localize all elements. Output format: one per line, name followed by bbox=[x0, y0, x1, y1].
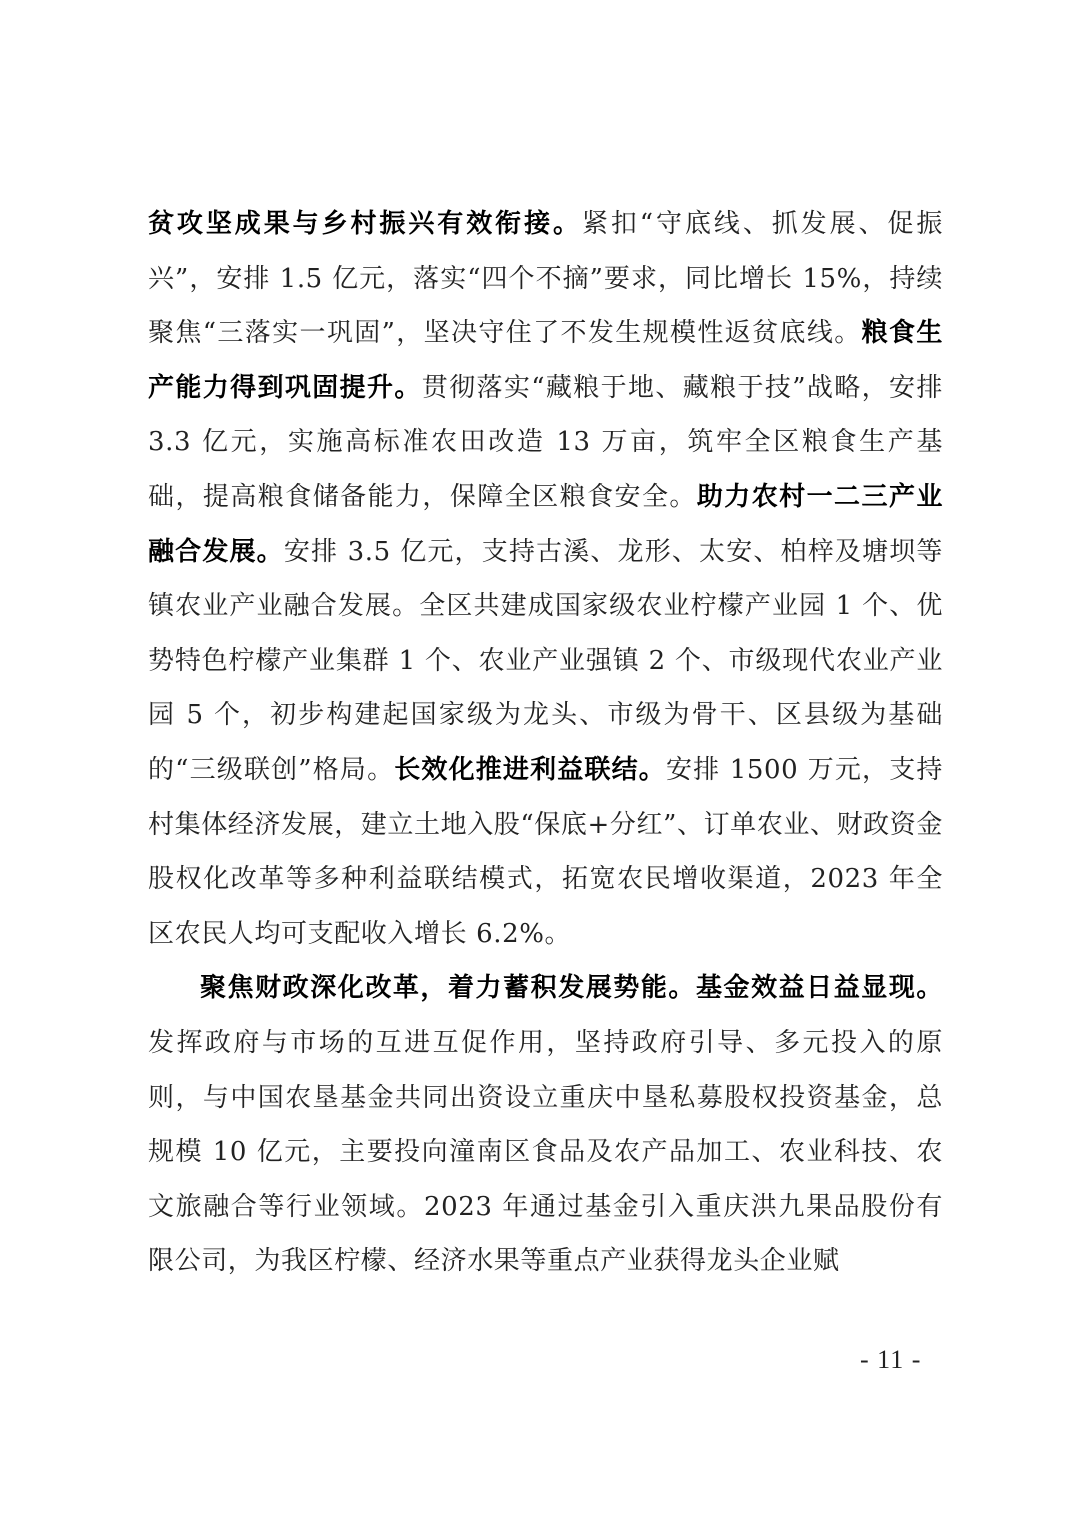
body-text bbox=[148, 197, 943, 1289]
page-number: - 11 - bbox=[860, 1345, 922, 1374]
heading-industry-integration: 助力农村一二三产业融合发展。 bbox=[148, 481, 943, 567]
paragraph-fiscal-reform bbox=[148, 961, 943, 1289]
text-poverty-alleviation: 紧扣“守底线、抓发展、促振兴”，安排 1.5 亿元，落实“四个不摘”要求，同比增长 15%，持续聚焦“三落实一巩固”，坚决守住了不发生规模性返贫底线。 bbox=[148, 209, 943, 349]
heading-grain-production: 粮食生产能力得到巩固提升。 bbox=[148, 318, 943, 403]
heading-fiscal-reform: 聚焦财政深化改革，着力蓄积发展势能。 bbox=[200, 973, 696, 1004]
text-grain-production: 贯彻落实“藏粮于地、藏粮于技”战略，安排 3.3 亿元，实施高标准农田改造 13 万亩，筑牢全区粮食生产基础，提高粮食储备能力，保障全区粮食安全。 bbox=[148, 372, 943, 512]
text-industry-integration: 安排 3.5 亿元，支持古溪、龙形、太安、柏梓及塘坝等镇农业产业融合发展。全区共建成国家级农业柠檬产业园 1 个、优势特色柠檬产业集群 1 个、农业产业强镇 2 个、市级现代农业产业园 5 个，初步构建起国家级为龙头、市级为骨干、区县级为基础的“三级联创”格局。 bbox=[148, 536, 943, 785]
heading-poverty-alleviation: 贫攻坚成果与乡村振兴有效衔接。 bbox=[148, 209, 582, 239]
text-benefit-linkage: 安排 1500 万元，支持村集体经济发展，建立土地入股“保底+分红”、订单农业、财政资金股权化改革等多种利益联结模式，拓宽农民增收渠道，2023 年全区农民人均可支配收入增长 6.2%。 bbox=[148, 754, 943, 949]
heading-fund-benefits: 基金效益日益显现。 bbox=[695, 973, 943, 1004]
paragraph-rural-revitalization bbox=[148, 197, 943, 961]
heading-benefit-linkage: 长效化推进利益联结。 bbox=[394, 754, 666, 785]
text-fund-benefits: 发挥政府与市场的互进互促作用，坚持政府引导、多元投入的原则，与中国农垦基金共同出资设立重庆中垦私募股权投资基金，总规模 10 亿元，主要投向潼南区食品及农产品加工、农业科技、农文旅融合等行业领域。2023 年通过基金引入重庆洪九果品股份有限公司，为我区柠檬、经济水果等重点产业获得龙头企业赋 bbox=[148, 1027, 943, 1277]
